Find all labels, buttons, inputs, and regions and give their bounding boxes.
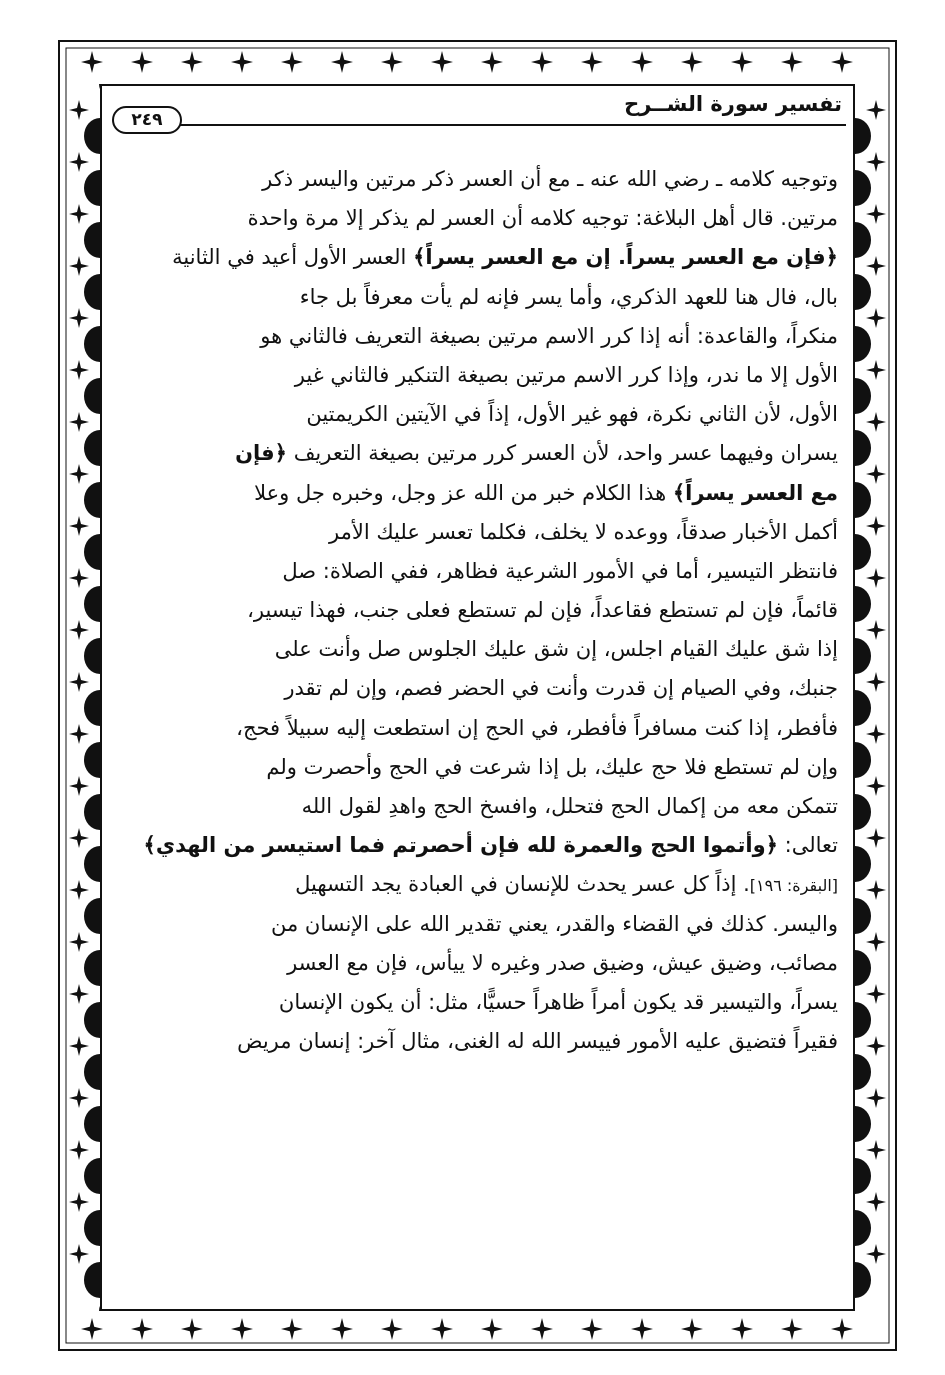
- quran-verse: ﴿وأتموا الحج والعمرة لله فإن أحصرتم فما استيسر من الهدي﴾: [143, 833, 778, 858]
- text-line: يسراً، والتيسير قد يكون أمراً ظاهراً حسيًّا، مثل: أن يكون الإنسان: [278, 989, 838, 1014]
- running-header: [112, 92, 846, 132]
- text-line: منكراً، والقاعدة: أنه إذا كرر الاسم مرتين بصيغة التعريف فالثاني هو: [260, 323, 838, 348]
- body-text: [116, 160, 838, 1061]
- text-line: جنبك، وفي الصيام إن قدرت وأنت في الحضر فصم، وإن لم تقدر: [284, 676, 838, 701]
- text-line: فقيراً فتضيق عليه الأمور فييسر الله له الغنى، مثال آخر: إنسان مريض: [237, 1029, 838, 1054]
- text-line: بال، فال هنا للعهد الذكري، وأما يسر فإنه لم يأت معرفاً بل جاء: [299, 284, 838, 309]
- text-line: إذا شق عليك القيام اجلس، إن شق عليك الجلوس صل وأنت على: [274, 637, 838, 662]
- text-line: مرتين. قال أهل البلاغة: توجيه كلامه أن العسر لم يذكر إلا مرة واحدة: [247, 206, 838, 231]
- text-line: أكمل الأخبار صدقاً، ووعده لا يخلف، فكلما تعسر عليك الأمر: [329, 519, 838, 544]
- text-line: وإن لم تستطع فلا حج عليك، بل إذا شرعت في الحج وأحصرت ولم: [266, 754, 838, 779]
- text-line: فانتظر التيسير، أما في الأمور الشرعية فظاهر، ففي الصلاة: صل: [282, 558, 838, 583]
- quran-verse: ﴿فإن: [235, 441, 287, 466]
- text-line: تعالى: ﴿وأتموا الحج والعمرة لله فإن أحصرتم فما استيسر من الهدي﴾: [143, 833, 838, 858]
- text-line: ﴿فإن مع العسر يسراً. إن مع العسر يسراً﴾ العسر الأول أعيد في الثانية: [172, 245, 838, 270]
- text-line: مصائب، وضيق عيش، وضيق صدر وغيره لا ييأس، فإن مع العسر: [287, 950, 838, 975]
- text-line: [البقرة: ١٩٦]. إذاً كل عسر يحدث للإنسان في العبادة يجد التسهيل: [295, 872, 838, 897]
- text-line: يسران وفيهما عسر واحد، لأن العسر كرر مرتين بصيغة التعريف ﴿فإن: [235, 441, 838, 466]
- header-rule: [172, 124, 846, 126]
- quran-verse: ﴿فإن مع العسر يسراً. إن مع العسر يسراً﴾: [413, 245, 838, 270]
- text-line: الأول، لأن الثاني نكرة، فهو غير الأول، إذاً في الآيتين الكريمتين: [306, 402, 838, 427]
- text-line: مع العسر يسراً﴾ هذا الكلام خبر من الله عز وجل، وخبره جل وعلا: [254, 480, 838, 505]
- text-line: وتوجيه كلامه ـ رضي الله عنه ـ مع أن العسر ذكر مرتين واليسر ذكر: [262, 167, 838, 191]
- verse-reference: [البقرة: ١٩٦]: [749, 876, 838, 896]
- text-line: واليسر. كذلك في القضاء والقدر، يعني تقدير الله على الإنسان من: [270, 911, 838, 936]
- text-line: الأول إلا ما ندر، وإذا كرر الاسم مرتين بصيغة التنكير فالثاني غير: [294, 362, 838, 387]
- header-title: تفسير سورة الشــرح: [624, 92, 842, 116]
- page-number-badge: ٢٤٩: [112, 106, 182, 134]
- text-line: فأفطر، إذا كنت مسافراً فأفطر، في الحج إن استطعت إليه سبيلاً فحج،: [236, 715, 838, 740]
- quran-verse: مع العسر يسراً﴾: [672, 480, 838, 505]
- text-line: تتمكن معه من إكمال الحج فتحلل، وافسخ الحج واهدِ لقول الله: [301, 794, 838, 818]
- text-line: قائماً، فإن لم تستطع فقاعداً، فإن لم تستطع فعلى جنب، فهذا تيسير،: [247, 598, 838, 623]
